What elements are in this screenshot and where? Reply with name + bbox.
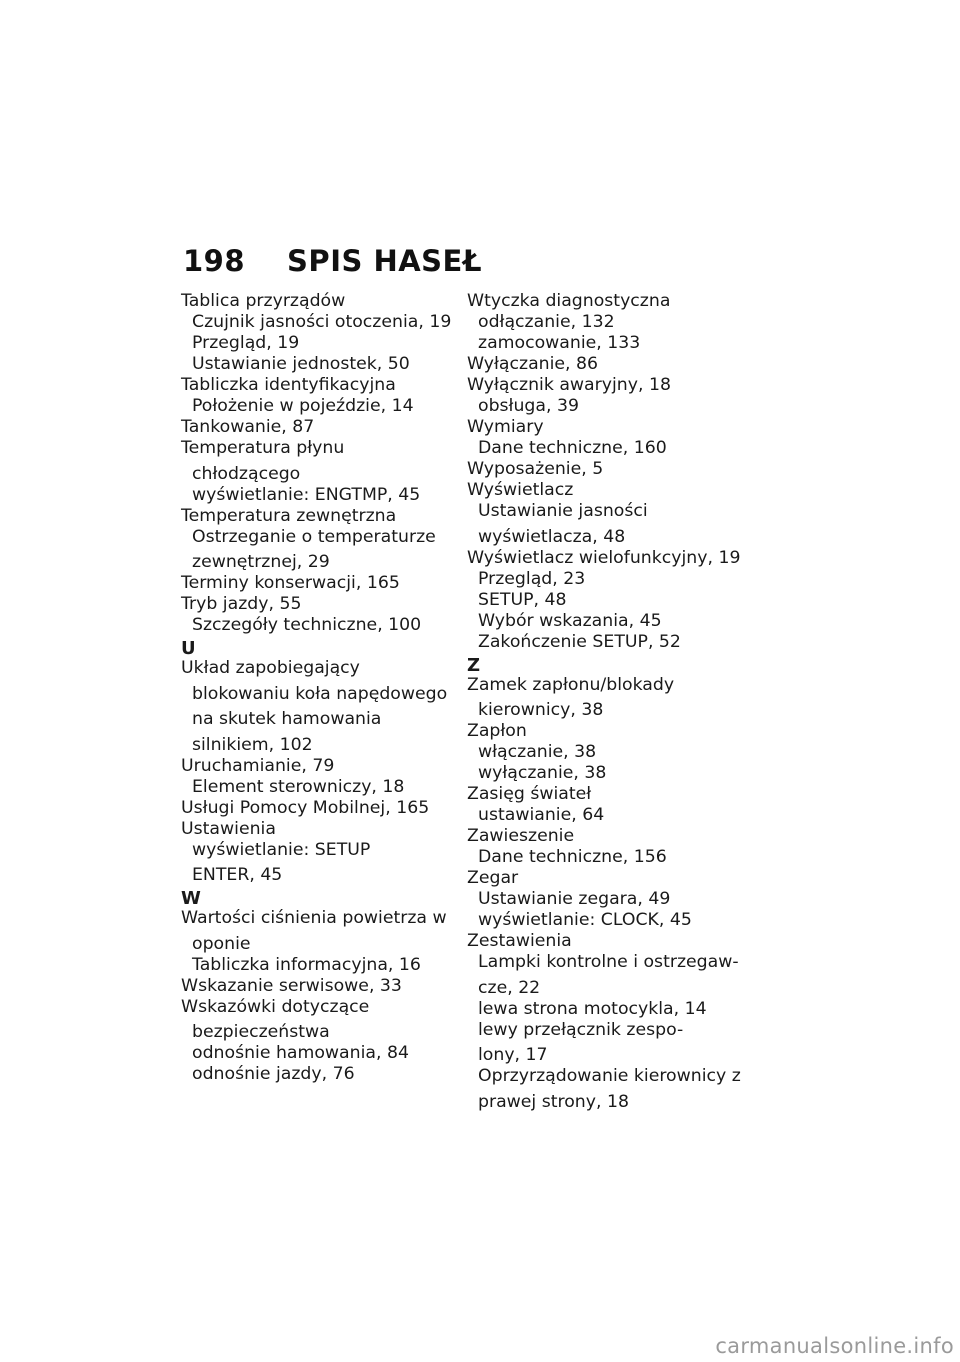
index-subentry: Dane techniczne, 156: [478, 847, 667, 867]
index-column-right: [467, 291, 742, 1113]
index-entry: Ustawienia: [181, 818, 276, 839]
index-entry: Tankowanie, 87: [181, 417, 315, 437]
index-subentry: zamocowanie, 133: [478, 333, 641, 353]
index-entry: Tabliczka identyfikacyjna: [181, 375, 396, 395]
index-entry: Uruchamianie, 79: [181, 755, 335, 776]
index-entry-continuation: chłodzącego: [192, 463, 301, 484]
index-subentry: Tabliczka informacyjna, 16: [192, 954, 421, 975]
index-subentry: włączanie, 38: [478, 742, 597, 762]
index-entry-continuation: silnikiem, 102: [192, 734, 313, 755]
index-entry: Wartości ciśnienia powietrza w: [181, 908, 447, 928]
index-entry-continuation: blokowaniu koła napędowego: [192, 683, 448, 704]
index-subentry: Przegląd, 23: [478, 568, 586, 589]
index-entry-continuation: cze, 22: [478, 977, 541, 998]
index-subentry: odnośnie hamowania, 84: [192, 1043, 409, 1063]
index-subentry: lewy przełącznik zespo-: [478, 1019, 684, 1040]
index-entry-continuation: prawej strony, 18: [478, 1091, 629, 1112]
index-entry-continuation: na skutek hamowania: [192, 709, 382, 729]
index-subentry: Czujnik jasności otoczenia, 19: [192, 312, 452, 332]
index-entry-continuation: bezpieczeństwa: [192, 1022, 330, 1042]
index-entry: Terminy konserwacji, 165: [181, 573, 400, 593]
index-entry: Zamek zapłonu/blokady: [467, 674, 675, 695]
index-subentry: Przegląd, 19: [192, 333, 300, 353]
index-entry-continuation: ENTER, 45: [192, 865, 283, 885]
index-subentry: odnośnie jazdy, 76: [192, 1064, 355, 1084]
index-entry: Temperatura zewnętrzna: [181, 505, 397, 526]
index-subentry: Element sterowniczy, 18: [192, 776, 405, 797]
index-subentry: lewa strona motocykla, 14: [478, 998, 707, 1019]
index-entry-continuation: wyświetlacza, 48: [478, 526, 626, 547]
index-entry: Wyposażenie, 5: [467, 459, 604, 479]
watermark: carmanualsonline.info: [715, 1334, 954, 1358]
index-entry: Wyświetlacz: [467, 480, 574, 500]
index-subentry: wyłączanie, 38: [478, 763, 607, 783]
index-entry: Tablica przyrządów: [181, 291, 346, 311]
index-subentry: Wybór wskazania, 45: [478, 610, 662, 631]
index-entry-continuation: kierownicy, 38: [478, 700, 604, 720]
index-subentry: wyświetlanie: SETUP: [192, 839, 371, 860]
index-entry: Układ zapobiegający: [181, 658, 360, 678]
index-subentry: Lampki kontrolne i ostrzegaw-: [478, 952, 739, 972]
index-entry: Tryb jazdy, 55: [181, 594, 302, 614]
index-subentry: SETUP, 48: [478, 589, 567, 610]
index-entry: Zestawienia: [467, 931, 572, 951]
index-entry: Wymiary: [467, 417, 544, 437]
index-entry: Temperatura płynu: [181, 438, 345, 458]
index-entry: Zasięg świateł: [467, 784, 592, 804]
index-entry-continuation: zewnętrznej, 29: [192, 552, 330, 572]
index-letter-heading: U: [181, 638, 196, 659]
index-entry-continuation: lony, 17: [478, 1045, 548, 1065]
index-entry: Wtyczka diagnostyczna: [467, 291, 671, 311]
index-column-left: [181, 291, 456, 1085]
index-entry: Zawieszenie: [467, 826, 575, 846]
index-subentry: Ostrzeganie o temperaturze: [192, 526, 436, 547]
page-title: SPIS HASEŁ: [287, 244, 482, 278]
index-entry-continuation: oponie: [192, 933, 251, 954]
index-subentry: Zakończenie SETUP, 52: [478, 631, 681, 652]
index-subentry: wyświetlanie: ENGTMP, 45: [192, 484, 421, 505]
index-letter-heading: Z: [467, 654, 481, 676]
index-entry: Wskazanie serwisowe, 33: [181, 975, 402, 996]
index-letter-heading: W: [181, 888, 201, 909]
index-entry: Wyświetlacz wielofunkcyjny, 19: [467, 547, 741, 568]
index-subentry: wyświetlanie: CLOCK, 45: [478, 910, 692, 930]
index-entry: Wyłączanie, 86: [467, 354, 599, 374]
index-subentry: Oprzyrządowanie kierownicy z: [478, 1066, 741, 1086]
index-subentry: ustawianie, 64: [478, 805, 605, 825]
index-entry: Usługi Pomocy Mobilnej, 165: [181, 797, 430, 818]
index-entry: Zapłon: [467, 721, 527, 741]
index-subentry: Ustawianie jednostek, 50: [192, 354, 410, 374]
index-subentry: Ustawianie zegara, 49: [478, 889, 671, 909]
index-subentry: Szczegóły techniczne, 100: [192, 615, 422, 635]
page-header: [183, 244, 482, 278]
index-subentry: Ustawianie jasności: [478, 501, 648, 521]
index-entry: Zegar: [467, 868, 519, 888]
page-number: 198: [183, 244, 246, 278]
index-subentry: odłączanie, 132: [478, 312, 615, 332]
index-subentry: obsługa, 39: [478, 396, 579, 416]
index-subentry: Dane techniczne, 160: [478, 438, 667, 458]
index-subentry: Położenie w pojeździe, 14: [192, 396, 414, 416]
index-entry: Wyłącznik awaryjny, 18: [467, 375, 671, 395]
index-entry: Wskazówki dotyczące: [181, 996, 370, 1017]
